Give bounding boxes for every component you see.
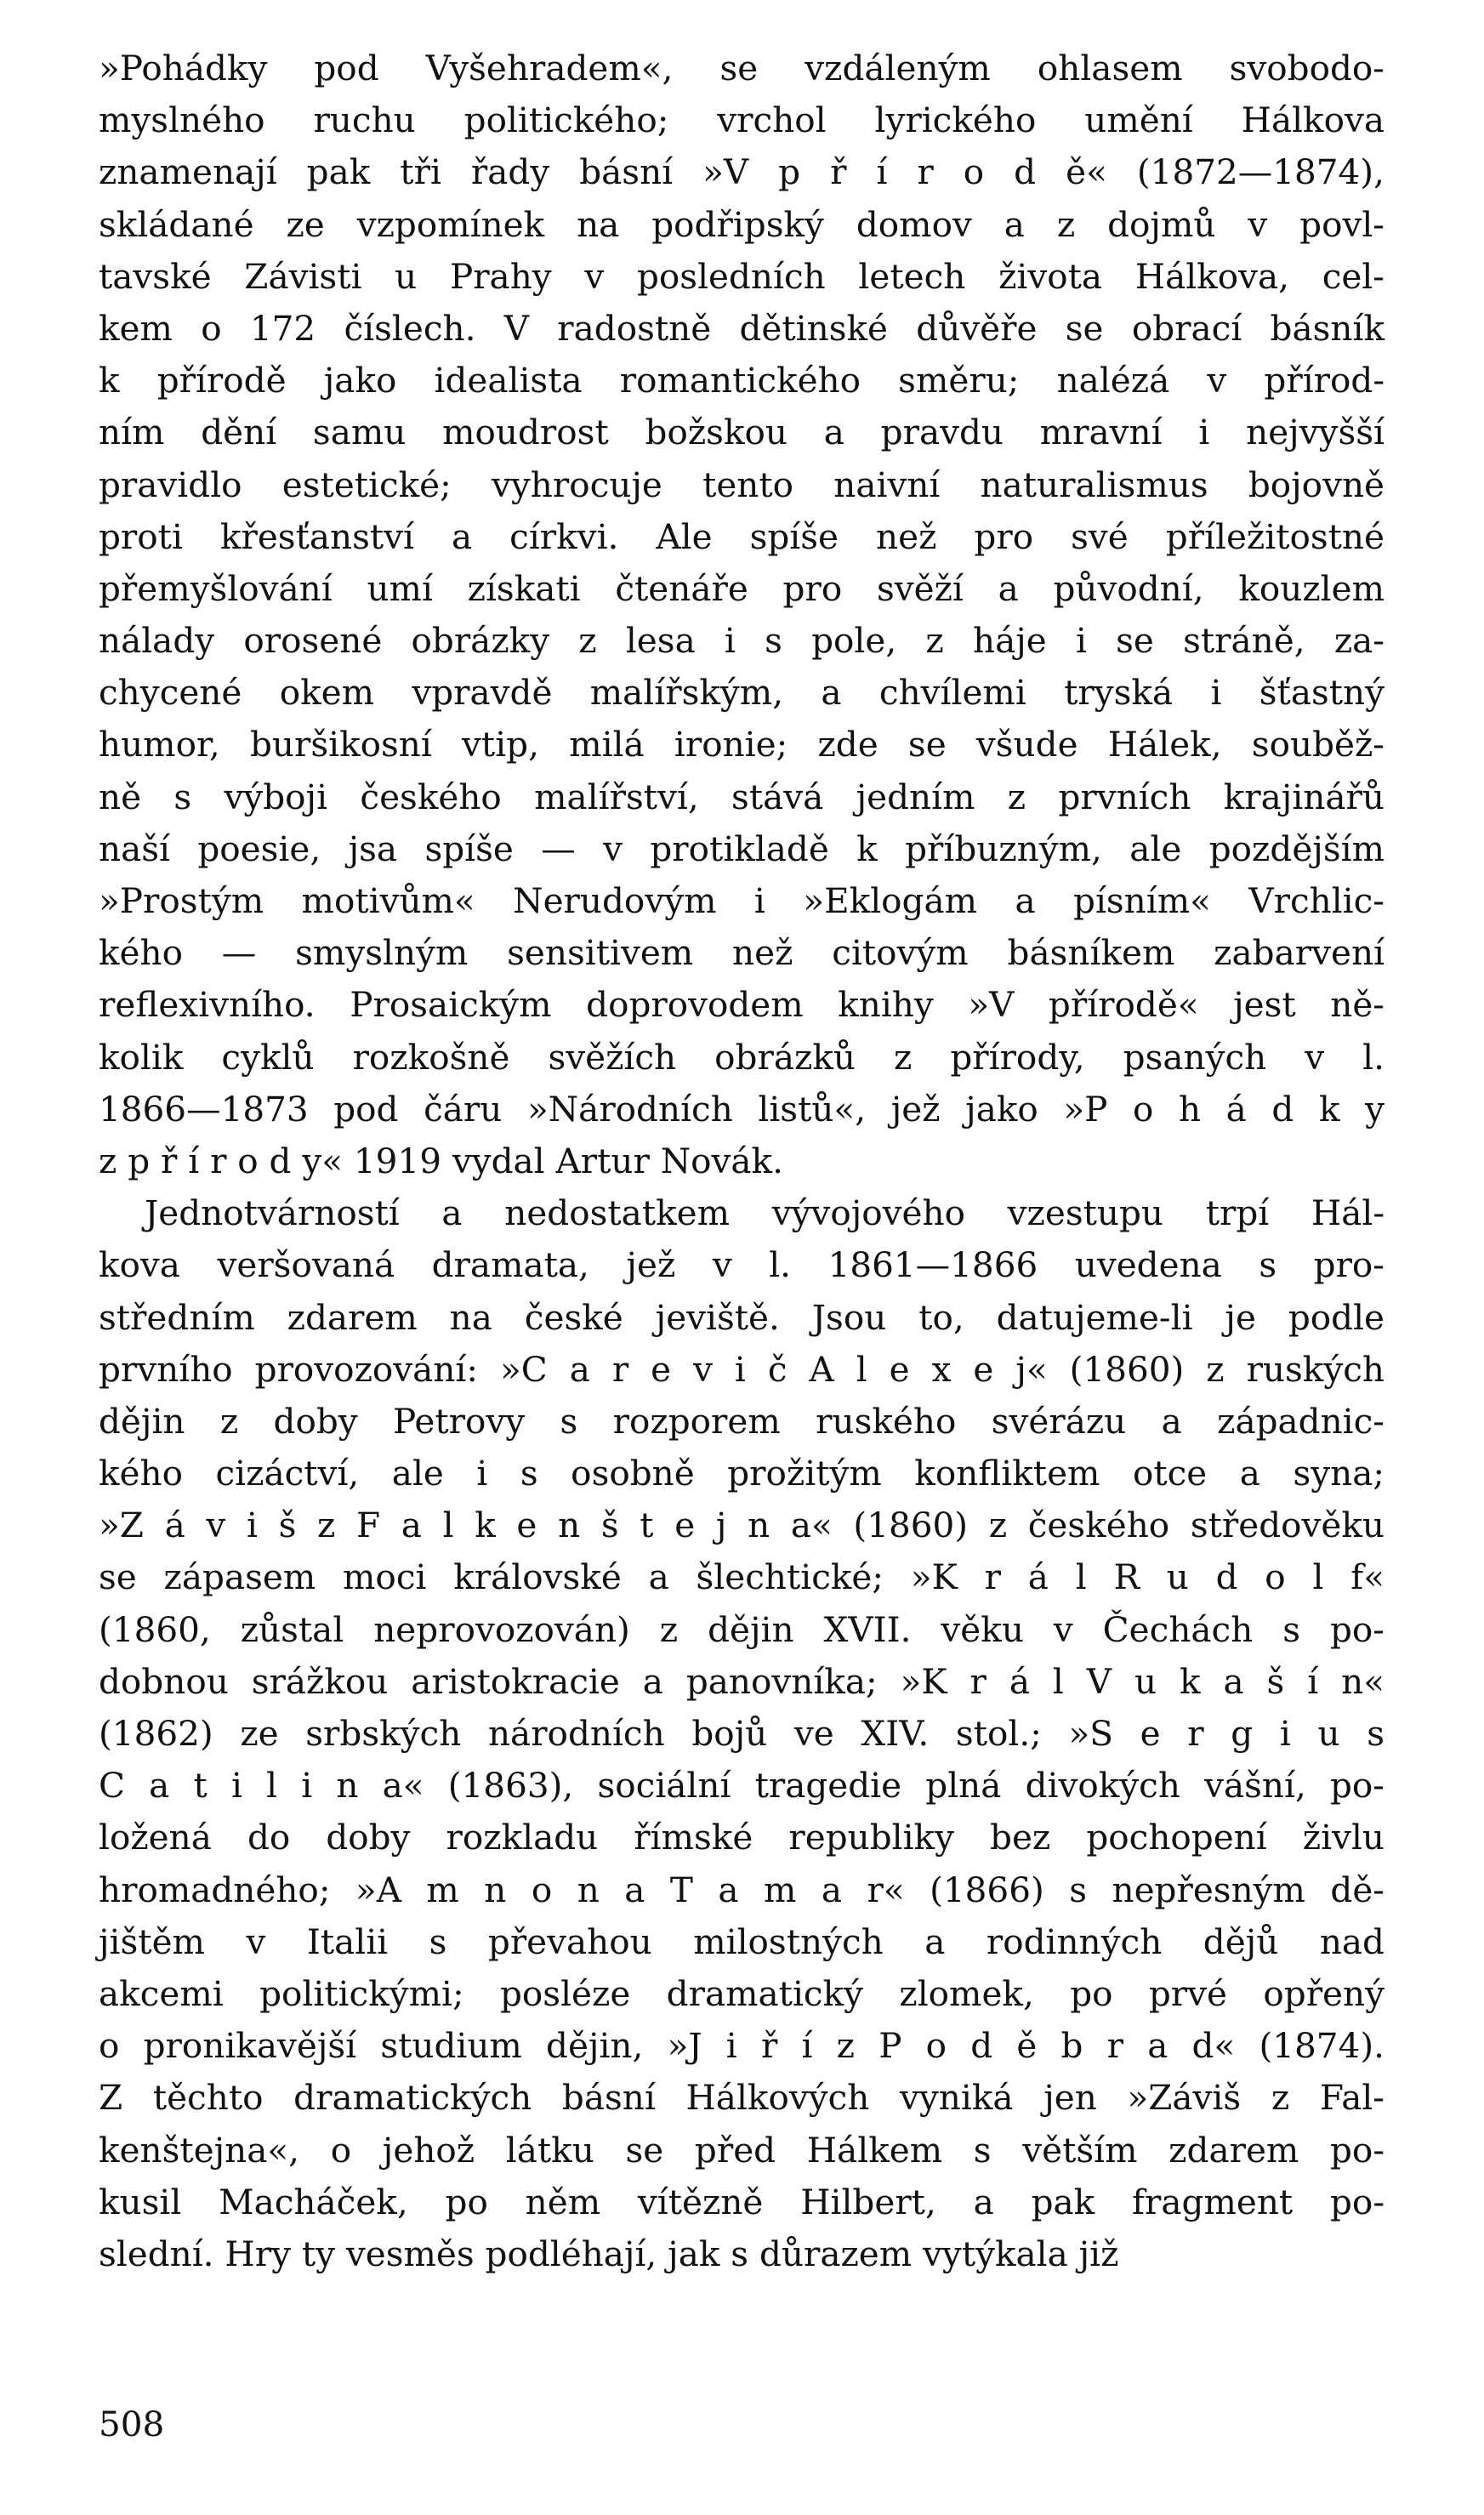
text-line: ně s výboji českého malířství, stává jedním z prvních krajinářů — [99, 776, 1384, 817]
text-line: hromadného; »A m n o n a T a m a r« (1866) s nepřesným dě- — [99, 1869, 1384, 1910]
text-line: jištěm v Italii s převahou milostných a rodinných dějů nad — [99, 1920, 1384, 1962]
text-line: akcemi politickými; posléze dramatický zlomek, po prvé opřený — [99, 1972, 1384, 2014]
text-line: kolik cyklů rozkošně svěžích obrázků z přírody, psaných v l. — [99, 1036, 1384, 1078]
text-line: k přírodě jako idealista romantického směru; nalézá v přírod- — [99, 360, 1384, 401]
text-line: (1860, zůstal neprovozován) z dějin XVII. věku v Čechách s po- — [99, 1608, 1384, 1650]
text-line: (1862) ze srbských národních bojů ve XIV. stol.; »S e r g i u s — [99, 1713, 1384, 1754]
text-line: »Z á v i š z F a l k e n š t e j n a« (1860) z českého středověku — [99, 1505, 1384, 1546]
text-line: C a t i l i n a« (1863), sociální tragedie plná divokých vášní, po- — [99, 1765, 1384, 1807]
text-line: o pronikavější studium dějin, »J i ř í z P o d ě b r a d« (1874). — [99, 2025, 1384, 2067]
text-line: středním zdarem na české jeviště. Jsou to, datujeme-li je podle — [99, 1296, 1384, 1338]
text-line: pravidlo estetické; vyhrocuje tento naivní naturalismus bojovně — [99, 464, 1384, 505]
text-line: kého — smyslným sensitivem než citovým básníkem zabarvení — [99, 932, 1384, 974]
paragraph-2 — [99, 1187, 1384, 2280]
text-line: ložená do doby rozkladu římské republiky bez pochopení živlu — [99, 1817, 1384, 1858]
text-line: znamenají pak tři řady básní »V p ř í r o d ě« (1872—1874), — [99, 151, 1384, 193]
text-line: ním dění samu moudrost božskou a pravdu mravní i nejvyšší — [99, 412, 1384, 453]
text-line: kenštejna«, o jehož látku se před Hálkem s větším zdarem po- — [99, 2129, 1384, 2171]
text-line: tavské Závisti u Prahy v posledních letech života Hálkova, cel- — [99, 255, 1384, 297]
text-line: dobnou srážkou aristokracie a panovníka; »K r á l V u k a š í n« — [99, 1660, 1384, 1702]
text-line: humor, buršikosní vtip, milá ironie; zde se všude Hálek, souběž- — [99, 724, 1384, 765]
paragraph-1 — [99, 43, 1384, 1187]
text-line: »Pohádky pod Vyšehradem«, se vzdáleným ohlasem svobodo- — [99, 48, 1384, 88]
text-line: chycené okem vpravdě malířským, a chvílemi tryská i šťastný — [99, 672, 1384, 714]
text-line: kusil Macháček, po něm vítězně Hilbert, a pak fragment po- — [99, 2181, 1384, 2222]
text-line: proti křesťanství a církvi. Ale spíše než pro své příležitostné — [99, 515, 1384, 557]
text-line: prvního provozování: »C a r e v i č A l e x e j« (1860) z ruských — [99, 1348, 1384, 1390]
text-line: slední. Hry ty vesměs podléhají, jak s důrazem vytýkala již — [99, 2233, 1119, 2274]
text-line: Jednotvárností a nedostatkem vývojového vzestupu trpí Hál- — [145, 1192, 1384, 1234]
text-line: kého cizáctví, ale i s osobně prožitým konfliktem otce a syna; — [99, 1453, 1384, 1494]
text-line: dějin z doby Petrovy s rozporem ruského svérázu a západnic- — [99, 1400, 1384, 1442]
text-line: skládané ze vzpomínek na podřipský domov a z dojmů v povl- — [99, 203, 1384, 245]
text-line: se zápasem moci královské a šlechtické; »K r á l R u d o l f« — [99, 1556, 1384, 1598]
text-line: kem o 172 číslech. V radostně dětinské důvěře se obrací básník — [99, 307, 1384, 349]
text-line: reflexivního. Prosaickým doprovodem knihy »V přírodě« jest ně- — [99, 984, 1384, 1026]
text-line: kova veršovaná dramata, jež v l. 1861—1866 uvedena s pro- — [99, 1244, 1384, 1286]
text-line: z p ř í r o d y« 1919 vydal Artur Novák. — [99, 1140, 783, 1181]
page-number: 508 — [99, 2404, 165, 2444]
text-line: 1866—1873 pod čáru »Národních listů«, jež jako »P o h á d k y — [99, 1088, 1384, 1129]
text-line: Z těchto dramatických básní Hálkových vyniká jen »Záviš z Fal- — [99, 2077, 1384, 2119]
page-body — [99, 43, 1384, 2280]
text-line: »Prostým motivům« Nerudovým i »Eklogám a písním« Vrchlic- — [99, 880, 1384, 921]
text-line: naší poesie, jsa spíše — v protikladě k příbuzným, ale pozdějším — [99, 828, 1384, 869]
text-line: nálady orosené obrázky z lesa i s pole, z háje i se stráně, za- — [99, 620, 1384, 662]
text-line: myslného ruchu politického; vrchol lyrického umění Hálkova — [99, 100, 1384, 141]
text-line: přemyšlování umí získati čtenáře pro svěží a původní, kouzlem — [99, 567, 1384, 609]
